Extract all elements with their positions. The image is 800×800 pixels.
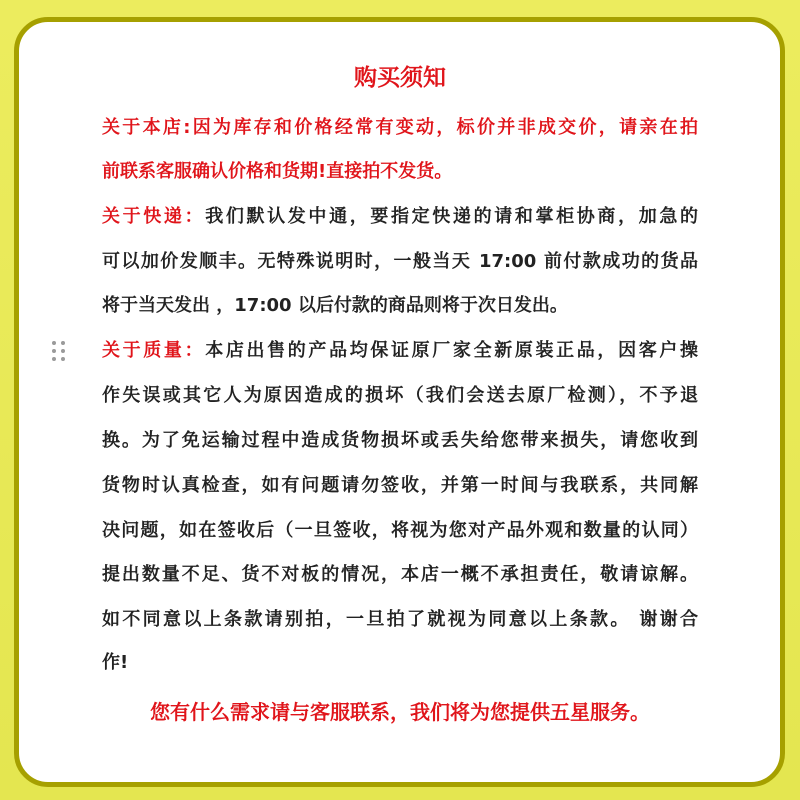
quality-line-3: 换。为了免运输过程中造成货物损坏或丢失给您带来损失，请您收到 <box>102 430 698 451</box>
quality-line-5: 决问题，如在签收后（一旦签收，将视为您对产品外观和数量的认同） <box>102 520 698 541</box>
quality-line-2: 作失误或其它人为原因造成的损坏（我们会送去原厂检测），不予退 <box>102 385 698 406</box>
quality-text: 本店出售的产品均保证原厂家全新原装正品，因客户操 <box>205 340 699 361</box>
quality-label: 关于质量： <box>102 340 206 361</box>
drag-handle-icon[interactable] <box>52 341 66 361</box>
quality-line-7: 如不同意以上条款请别拍，一旦拍了就视为同意以上条款。 谢谢合 <box>102 609 698 630</box>
store-line-1 <box>102 113 698 143</box>
shipping-line-2: 可以加价发顺丰。无特殊说明时，一般当天 17:00 前付款成功的货品 <box>102 251 698 272</box>
page-title: 购买须知 <box>354 65 446 91</box>
shipping-line-3: 将于当天发出 ，17:00 以后付款的商品则将于次日发出。 <box>102 295 568 316</box>
store-text: 因为库存和价格经常有变动，标价并非成交价，请亲在拍 <box>190 117 699 138</box>
shipping-label: 关于快递： <box>102 206 206 227</box>
quality-line-6: 提出数量不足、货不对板的情况，本店一概不承担责任，敬请谅解。 <box>102 564 698 585</box>
shipping-text: 我们默认发中通，要指定快递的请和掌柜协商，加急的 <box>205 206 699 227</box>
quality-line-8: 作! <box>102 652 129 673</box>
store-line-2: 前联系客服确认价格和货期!直接拍不发货。 <box>102 161 453 182</box>
shipping-line-1 <box>102 202 698 232</box>
store-label: 关于本店: <box>102 117 191 138</box>
closing-note: 您有什么需求请与客服联系，我们将为您提供五星服务。 <box>150 700 650 724</box>
quality-line-1 <box>102 336 698 366</box>
quality-line-4: 货物时认真检查，如有问题请勿签收，并第一时间与我联系，共同解 <box>102 475 698 496</box>
